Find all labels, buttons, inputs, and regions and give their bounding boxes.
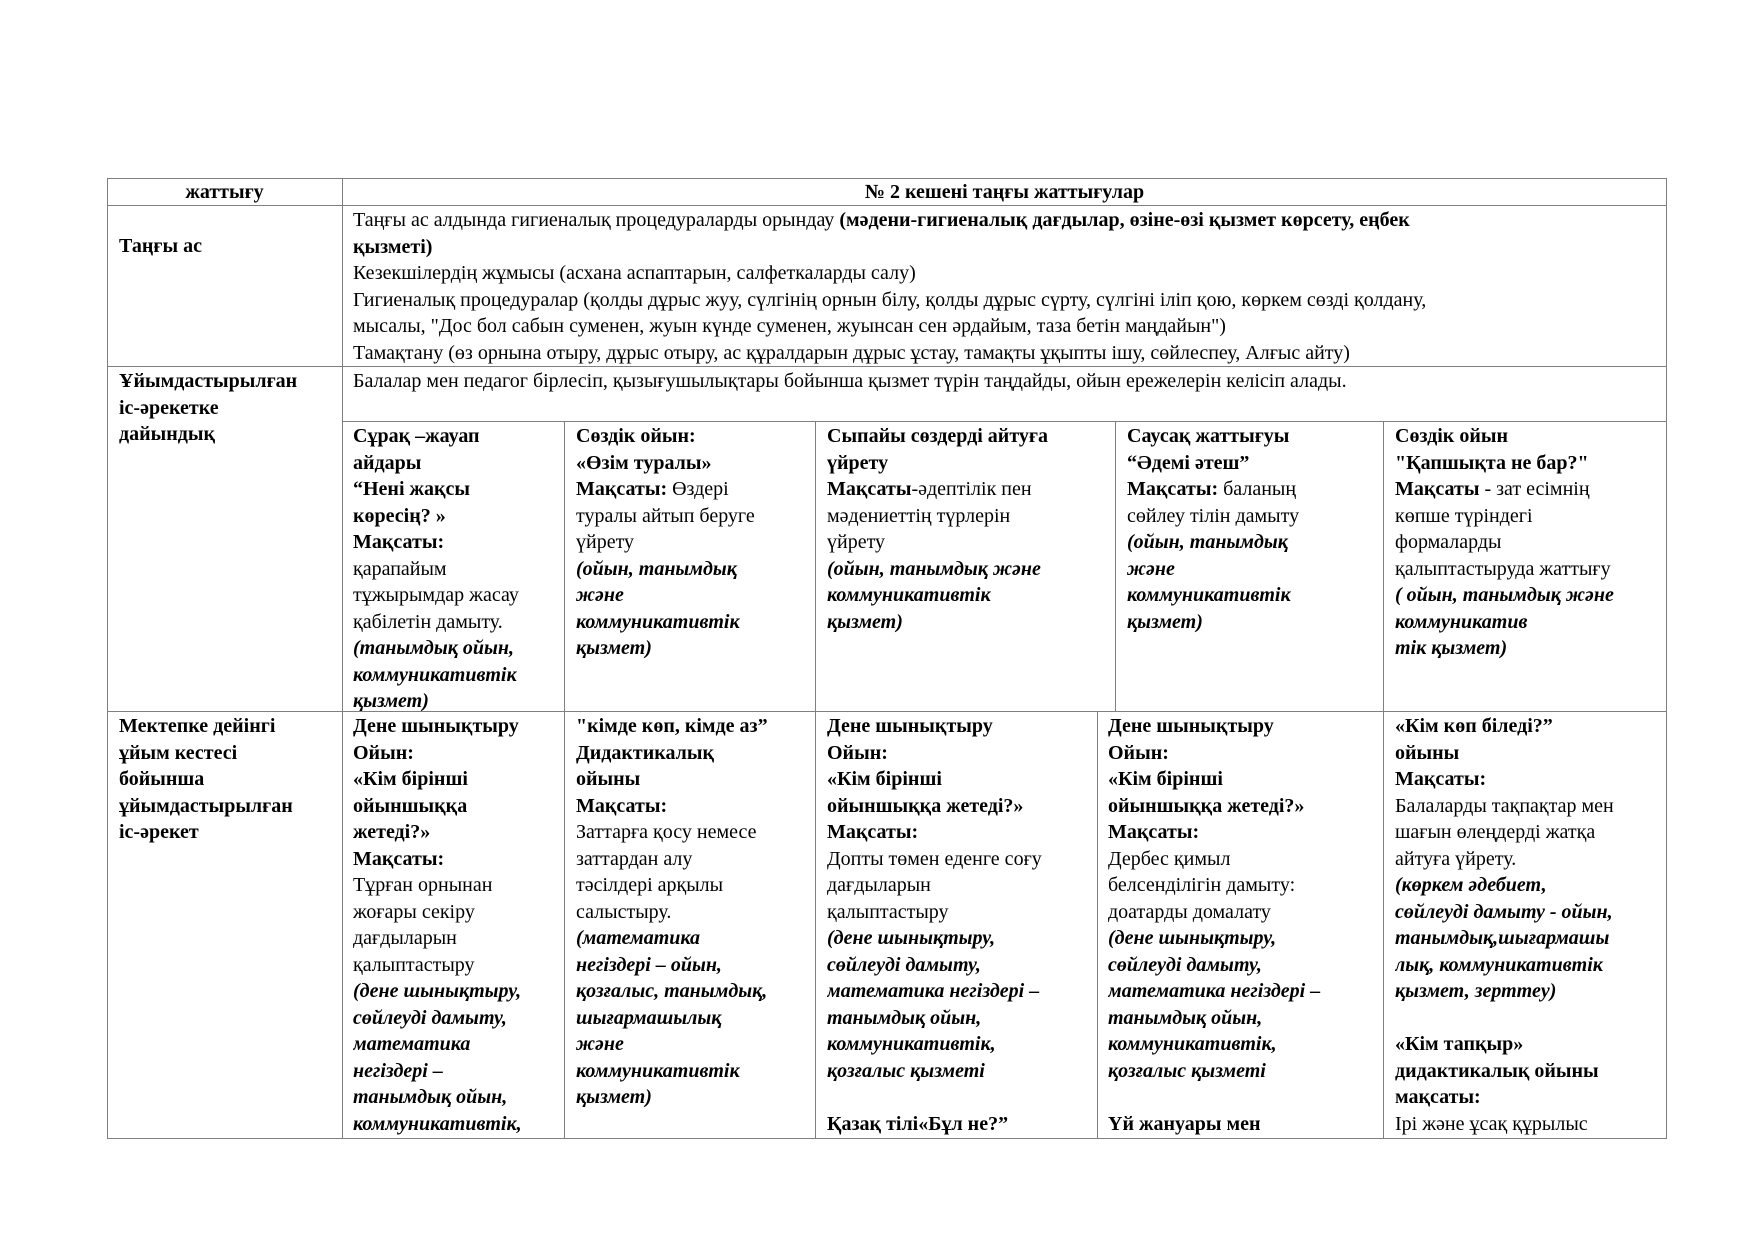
- activity-who-knows-more: [1395, 713, 1665, 1137]
- spacer: [1108, 1084, 1382, 1111]
- text-line: жетеді?»: [353, 821, 431, 843]
- text-line: Мақсаты:: [827, 821, 919, 843]
- text-line: Балаларды тақпақтар мен: [1395, 794, 1614, 817]
- text-line: Дене шынықтыру: [353, 715, 519, 737]
- text-line: (ойын, танымдық: [1127, 531, 1288, 553]
- prep-polite-words: [827, 423, 1114, 635]
- text-line: танымдық ойын,: [827, 1006, 982, 1029]
- table-border-bottom: [107, 1138, 1667, 1139]
- text-line: (дене шынықтыру,: [827, 927, 996, 949]
- text-line: Саусақ жаттығуы: [1127, 425, 1290, 447]
- header-exercise: жаттығу: [185, 181, 264, 203]
- text-line: коммуникативтік: [353, 663, 517, 686]
- text-line: Мақсаты:: [1108, 821, 1200, 843]
- activity-pe-hoops: [1108, 713, 1382, 1137]
- col-divider: [1115, 421, 1116, 712]
- spacer: [827, 1084, 1096, 1111]
- prep-game-question-answer: [353, 423, 563, 715]
- text-line: сөйлеуді дамыту - ойын,: [1395, 900, 1613, 923]
- text-line: шығармашылық: [576, 1006, 722, 1029]
- text-line: коммуникативтік: [576, 1059, 740, 1082]
- text-line: «Кім бірінші: [827, 768, 942, 790]
- breakfast-line-5: мысалы, "Дос бол сабын суменен, жуын күнде суменен, жуынсан сен әрдайым, таза бетін маңдайын"): [353, 315, 1226, 337]
- text-line: қызмет): [576, 1086, 652, 1108]
- text-line: қозғалыс қызметі: [827, 1059, 985, 1082]
- text-line: ойыны: [1395, 741, 1460, 764]
- text-line: «Өзім туралы»: [576, 451, 712, 474]
- text-line: сөйлеуді дамыту,: [1108, 953, 1262, 976]
- text-line: (көркем әдебиет,: [1395, 874, 1547, 896]
- text-line: ойыны: [576, 768, 641, 790]
- text-line: «Кім бірінші: [353, 768, 468, 790]
- text-line: сөйлеу тілін дамыту: [1127, 504, 1300, 527]
- text-line: (математика: [576, 927, 701, 949]
- breakfast-line-4: Гигиеналық процедуралар (қолды дұрыс жуу, сүлгінің орнын білу, қолды дұрыс сүрту, сүлгіні іліп қою, көркем сөзді қолдану,: [353, 288, 1427, 311]
- text-line: заттардан алу: [576, 847, 693, 870]
- text-line: салыстыру.: [576, 900, 672, 923]
- breakfast-line-6: Тамақтану (өз орнына отыру, дұрыс отыру, ас құралдарын дұрыс ұстау, тамақты ұқыпты ішу, сөйлеспеу, Алғыс айту): [353, 341, 1350, 364]
- text-line: тік қызмет): [1395, 637, 1508, 659]
- text-line: және: [576, 584, 624, 606]
- text-line: дағдыларын: [827, 874, 931, 896]
- text-line: айдары: [353, 451, 422, 474]
- row-divider: [107, 366, 1667, 367]
- row-label-breakfast: Таңғы ас: [119, 235, 202, 257]
- table-border-right: [1666, 178, 1667, 1139]
- text-line: айтуға үйрету.: [1395, 847, 1517, 870]
- text-line: негіздері – ойын,: [576, 953, 722, 976]
- text-line: тұжырымдар жасау: [353, 584, 519, 606]
- text-line: үйрету: [576, 531, 635, 553]
- text-line: доатарды домалату: [1108, 900, 1271, 923]
- text-line: ойыншыққа жетеді?»: [1108, 794, 1305, 817]
- text-line: және: [576, 1033, 624, 1055]
- text-line: мәдениеттің түрлерін: [827, 504, 1011, 527]
- text-line: «Кім бірінші: [1108, 768, 1223, 790]
- text-line: мақсаты:: [1395, 1086, 1481, 1108]
- prep-whats-in-bag: [1395, 423, 1665, 662]
- text-line: қозғалыс, танымдық,: [576, 980, 768, 1002]
- text-line: танымдық,шығармашы: [1395, 927, 1610, 949]
- text-line: шағын өлеңдерді жатқа: [1395, 821, 1596, 843]
- text-line: "Қапшықта не бар?": [1395, 451, 1589, 474]
- text-line: формаларды: [1395, 531, 1502, 553]
- label-line: ұйымдастырылған: [119, 794, 293, 817]
- text-line: ( ойын, танымдық және: [1395, 584, 1614, 606]
- col-divider: [564, 421, 565, 1139]
- text-line: Сұрақ –жауап: [353, 425, 480, 447]
- text-line: Заттарға қосу немесе: [576, 821, 757, 843]
- text-line: коммуникативтік: [1127, 584, 1291, 606]
- text-line: Сөздік ойын: [1395, 425, 1508, 447]
- text-line: Дидактикалық: [576, 741, 715, 764]
- text-line: коммуникативтік,: [1108, 1033, 1277, 1055]
- text-line: Ірі және ұсақ құрылыс: [1395, 1112, 1588, 1135]
- text-line: Мақсаты:: [576, 794, 668, 817]
- text-line: (танымдық ойын,: [353, 637, 514, 659]
- label-line: дайындық: [119, 423, 216, 445]
- prep-game-about-me: [576, 423, 814, 662]
- text-line: “Нені жақсы: [353, 478, 471, 500]
- text-line: математика: [353, 1033, 471, 1055]
- text-line: лық, коммуникативтік: [1395, 953, 1603, 976]
- prep-finger-exercise: [1127, 423, 1382, 635]
- label-line: Ұйымдастырылған: [119, 370, 298, 392]
- activity-pe-ball: [827, 713, 1096, 1137]
- schedule-table: [107, 178, 1667, 1138]
- text-line: Мақсаты:: [353, 847, 445, 870]
- text-line: «Кім көп біледі?”: [1395, 715, 1553, 737]
- label-line: Мектепке дейінгі: [119, 715, 276, 737]
- activity-pe-jump: [353, 713, 563, 1137]
- text-line: танымдық ойын,: [1108, 1006, 1263, 1029]
- label-line: іс-әрекет: [119, 821, 199, 843]
- text-line: қызмет): [353, 690, 429, 712]
- text-line: қалыптастыру: [827, 900, 949, 923]
- table-border-left: [107, 178, 108, 1139]
- text-line: коммуникатив: [1395, 610, 1528, 633]
- text-line: "кімде көп, кімде аз”: [576, 715, 768, 737]
- text-line: коммуникативтік,: [353, 1112, 522, 1135]
- text-line: қызмет): [1127, 610, 1203, 633]
- text-line: танымдық ойын,: [353, 1086, 508, 1108]
- text-line: Мақсаты - зат есімнің: [1395, 478, 1590, 500]
- label-line: ұйым кестесі: [119, 741, 238, 764]
- breakfast-line-3: Кезекшілердің жұмысы (асхана аспаптарын, салфеткаларды салу): [353, 262, 916, 284]
- text-line: (ойын, танымдық және: [827, 557, 1041, 580]
- text-line: Үй жануары мен: [1108, 1112, 1261, 1135]
- text-line: «Кім тапқыр»: [1395, 1033, 1524, 1055]
- col-divider: [342, 178, 343, 1139]
- text-line: көресің? »: [353, 504, 446, 527]
- text-line: Мақсаты-әдептілік пен: [827, 478, 1032, 500]
- col-divider: [1097, 711, 1098, 1139]
- text-line: (дене шынықтыру,: [353, 980, 522, 1002]
- text-line: Дене шынықтыру: [827, 715, 993, 737]
- spacer: [1395, 1005, 1665, 1032]
- text-line: Қазақ тілі«Бұл не?”: [827, 1112, 1009, 1135]
- text-line: қызмет): [827, 610, 903, 633]
- text-line: ойыншыққа жетеді?»: [827, 794, 1024, 817]
- header-complex-title: № 2 кешені таңғы жаттығулар: [864, 181, 1145, 203]
- text-line: сөйлеуді дамыту,: [353, 1006, 507, 1029]
- text-line: (ойын, танымдық: [576, 557, 737, 580]
- col-divider: [815, 421, 816, 1139]
- text-line: Тұрған орнынан: [353, 874, 493, 896]
- text-line: көпше түріндегі: [1395, 504, 1533, 527]
- row-label-prep: [119, 368, 297, 448]
- text-line: коммуникативтік: [827, 584, 991, 606]
- text-line: ойыншыққа: [353, 794, 468, 817]
- text-line: дидактикалық ойыны: [1395, 1059, 1599, 1082]
- text-line: қызмет, зерттеу): [1395, 980, 1557, 1002]
- activity-more-less: [576, 713, 814, 1111]
- text-line: Дербес қимыл: [1108, 847, 1231, 870]
- text-line: сөйлеуді дамыту,: [827, 953, 981, 976]
- text-line: және: [1127, 557, 1175, 580]
- text-line: негіздері –: [353, 1059, 443, 1082]
- breakfast-line-1: Таңғы ас алдында гигиеналық процедураларды орындау (мәдени-гигиеналық дағдылар, өзіне-өзі қызмет көрсету, еңбек: [353, 209, 1410, 231]
- prep-intro: Балалар мен педагог бірлесіп, қызығушылықтары бойынша қызмет түрін таңдайды, ойын ережелерін келісіп алады.: [353, 370, 1347, 392]
- text-line: Мақсаты:: [1395, 768, 1487, 790]
- text-line: тәсілдері арқылы: [576, 874, 724, 896]
- text-line: (дене шынықтыру,: [1108, 927, 1277, 949]
- breakfast-line-2: қызметі): [353, 235, 433, 258]
- text-line: Допты төмен еденге соғу: [827, 847, 1042, 870]
- row-label-activity: [119, 713, 293, 846]
- text-line: Ойын:: [827, 741, 888, 764]
- text-line: Сөздік ойын:: [576, 425, 696, 447]
- col-divider: [1383, 421, 1384, 1139]
- text-line: Сыпайы сөздерді айтуға: [827, 425, 1048, 447]
- text-line: үйрету: [827, 451, 889, 474]
- text-line: қызмет): [576, 637, 652, 659]
- text-line: Мақсаты:: [353, 531, 445, 553]
- text-line: қабілетін дамыту.: [353, 610, 503, 633]
- text-line: қалыптастыру: [353, 953, 475, 976]
- text-line: математика негіздері –: [1108, 980, 1321, 1002]
- text-line: қалыптастыруда жаттығу: [1395, 557, 1611, 580]
- text-line: коммуникативтік: [576, 610, 740, 633]
- text-line: қозғалыс қызметі: [1108, 1059, 1266, 1082]
- text-line: математика негіздері –: [827, 980, 1040, 1002]
- text-line: коммуникативтік,: [827, 1033, 996, 1055]
- text-line: жоғары секіру: [353, 900, 475, 923]
- text-line: дағдыларын: [353, 927, 457, 949]
- text-line: Мақсаты: баланың: [1127, 478, 1297, 500]
- row-divider: [107, 711, 1667, 712]
- text-line: қарапайым: [353, 557, 447, 580]
- text-line: “Әдемі әтеш”: [1127, 451, 1250, 474]
- text-line: Ойын:: [353, 741, 414, 764]
- label-line: іс-әрекетке: [119, 396, 219, 419]
- text-line: Ойын:: [1108, 741, 1169, 764]
- text-line: туралы айтып беруге: [576, 504, 755, 527]
- text-line: белсенділігін дамыту:: [1108, 874, 1296, 896]
- breakfast-content: [353, 207, 1426, 366]
- label-line: бойынша: [119, 768, 205, 790]
- text-line: үйрету: [827, 531, 886, 553]
- row-divider: [342, 421, 1667, 422]
- text-line: Мақсаты: Өздері: [576, 478, 729, 500]
- text-line: Дене шынықтыру: [1108, 715, 1274, 737]
